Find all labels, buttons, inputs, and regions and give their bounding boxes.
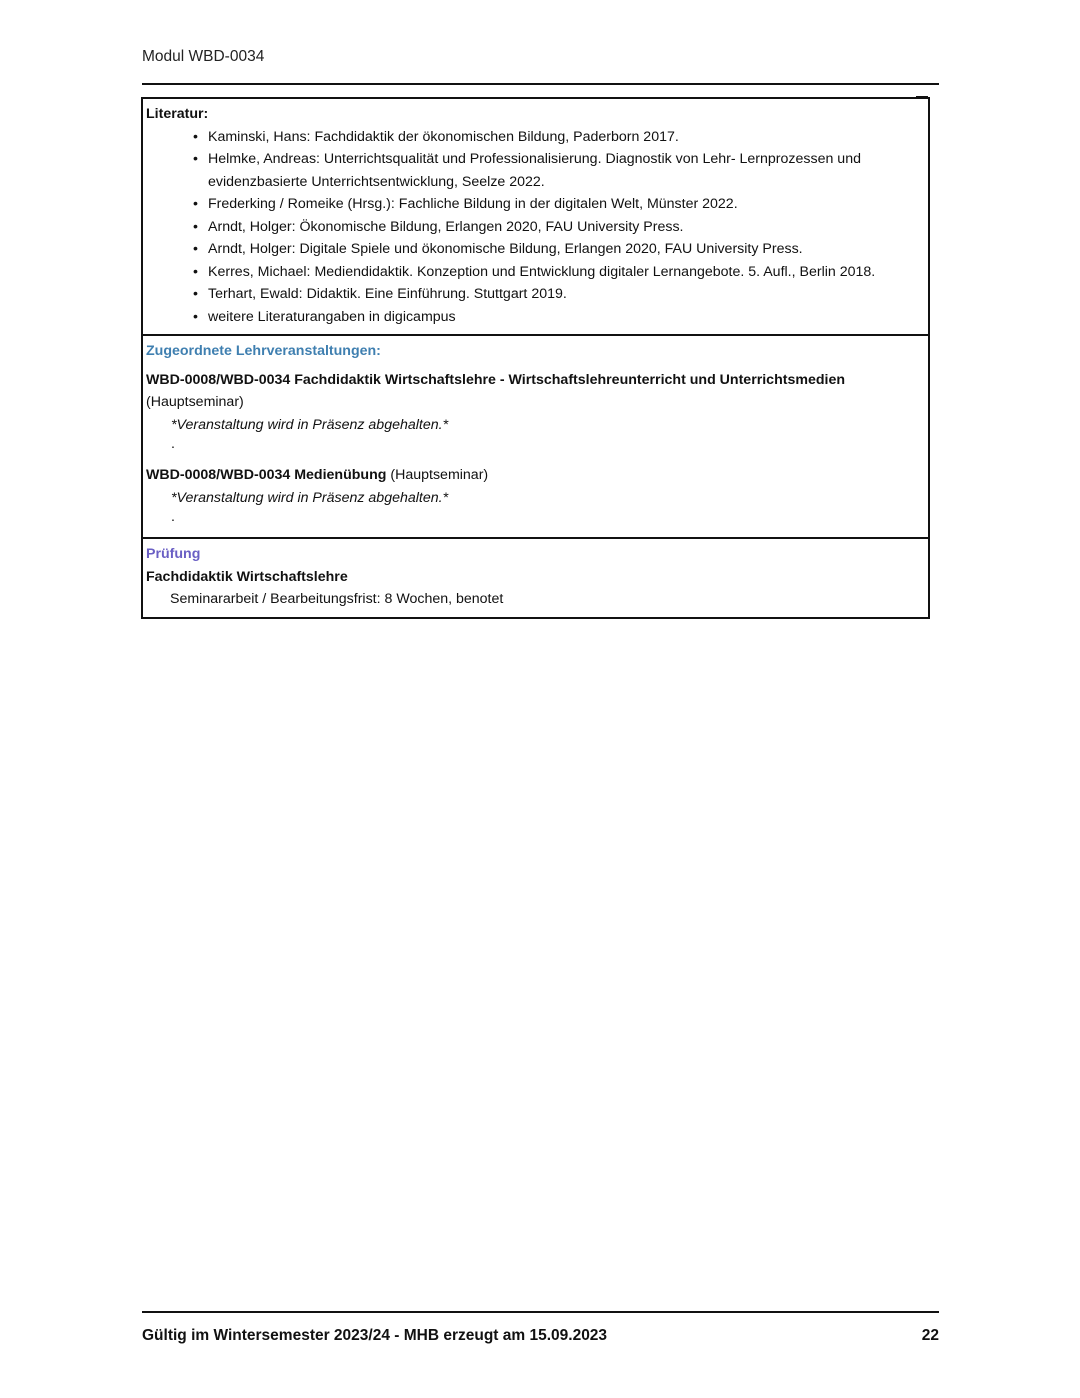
course-dot: .	[171, 509, 175, 525]
course-dot: .	[171, 436, 175, 452]
course-note: *Veranstaltung wird in Präsenz abgehalten.*	[171, 489, 449, 506]
literature-item: • Arndt, Holger: Digitale Spiele und ökonomische Bildung, Erlangen 2020, FAU University Press.	[146, 238, 924, 261]
course-item	[146, 369, 924, 459]
bullet-icon: •	[193, 218, 198, 235]
course-item	[146, 464, 924, 531]
literature-item: • Helmke, Andreas: Unterrichtsqualität und Professionalisierung. Diagnostik von Lehr- Lernprozessen und evidenzbasierte Unterrichtsentwicklung, Seelze 2022.	[146, 148, 924, 193]
exam-name: Fachdidaktik Wirtschaftslehre	[146, 568, 348, 585]
course-heading	[146, 464, 924, 487]
literature-title: Literatur:	[146, 106, 209, 122]
courses-section	[143, 334, 928, 537]
course-note: *Veranstaltung wird in Präsenz abgehalten.*	[171, 416, 449, 433]
bullet-icon: •	[193, 263, 198, 280]
header-divider	[142, 83, 939, 85]
course-type: (Hauptseminar)	[146, 394, 244, 410]
bullet-icon: •	[193, 128, 198, 145]
bullet-icon: •	[193, 286, 198, 302]
literature-item: • weitere Literaturangaben in digicampus	[146, 306, 924, 329]
courses-title: Zugeordnete Lehrveranstaltungen:	[146, 343, 381, 359]
literature-item: • Arndt, Holger: Ökonomische Bildung, Erlangen 2020, FAU University Press.	[146, 216, 924, 239]
exam-detail: Seminararbeit / Bearbeitungsfrist: 8 Wochen, benotet	[170, 591, 504, 607]
course-heading	[146, 369, 924, 414]
bullet-icon: •	[193, 241, 198, 257]
bullet-icon: •	[193, 151, 198, 167]
literature-item: • Terhart, Ewald: Didaktik. Eine Einführung. Stuttgart 2019.	[146, 283, 924, 306]
exam-section	[143, 537, 928, 617]
page-header-module-title: Modul WBD-0034	[142, 48, 265, 65]
course-type: (Hauptseminar)	[386, 467, 489, 483]
literature-list	[146, 126, 924, 329]
exam-title: Prüfung	[146, 546, 201, 562]
bullet-icon: •	[193, 308, 198, 325]
literature-item: • Kerres, Michael: Mediendidaktik. Konzeption und Entwicklung digitaler Lernangebote. 5. Aufl., Berlin 2018.	[146, 261, 924, 284]
footer-divider	[142, 1311, 939, 1313]
literature-section	[143, 99, 928, 334]
footer-validity: Gültig im Wintersemester 2023/24 - MHB erzeugt am 15.09.2023	[142, 1327, 608, 1344]
page-number: 22	[921, 1327, 939, 1344]
course-name: WBD-0008/WBD-0034 Medienübung	[146, 467, 387, 483]
literature-item: • Kaminski, Hans: Fachdidaktik der ökonomischen Bildung, Paderborn 2017.	[146, 126, 924, 149]
module-details-table	[141, 97, 930, 619]
literature-item: • Frederking / Romeike (Hrsg.): Fachliche Bildung in der digitalen Welt, Münster 2022.	[146, 193, 924, 216]
course-name: WBD-0008/WBD-0034 Fachdidaktik Wirtschaftslehre - Wirtschaftslehreunterricht und Unterrichtsmedien	[146, 371, 846, 388]
bullet-icon: •	[193, 196, 198, 212]
